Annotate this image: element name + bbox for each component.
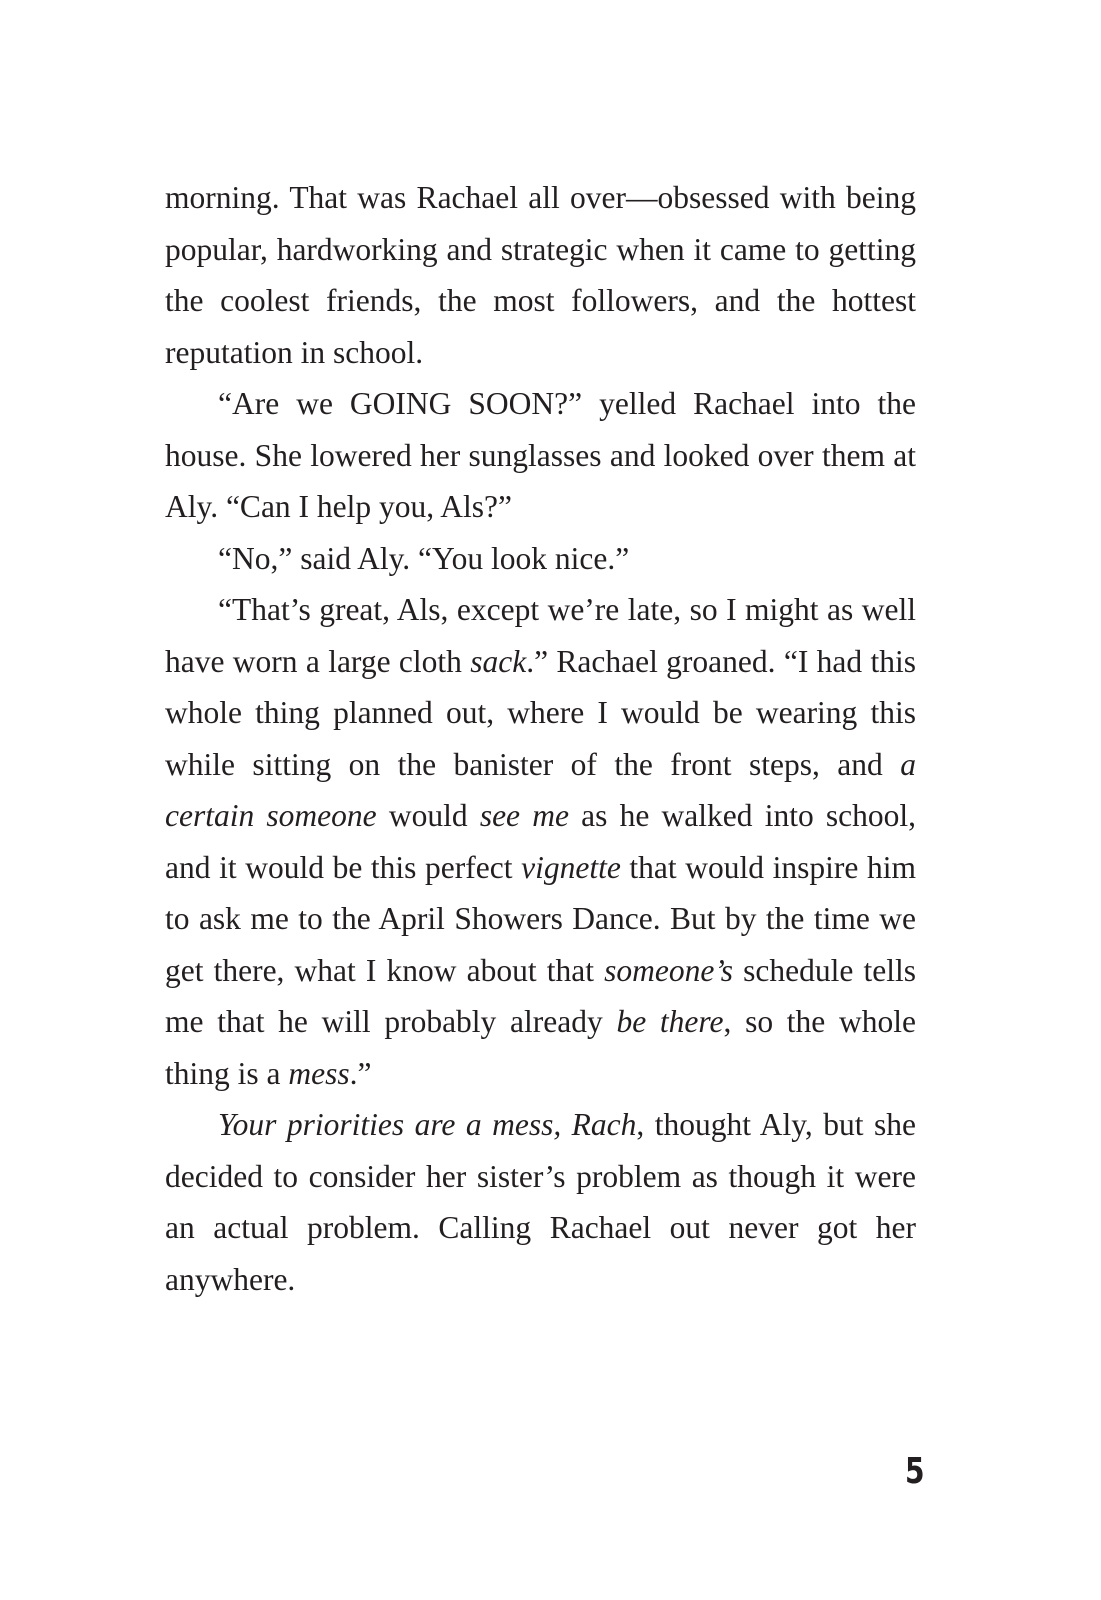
text-run: .” Rachael groaned. “I had this whole thing planned out, where I would be wearing this while sitting on the banister of the front steps, and xyxy=(165,643,916,782)
paragraph xyxy=(165,584,916,1099)
text-run: , so the whole thing is a xyxy=(165,1004,916,1091)
italic-text: a certain someone xyxy=(165,746,916,833)
italic-text: sack xyxy=(470,643,527,679)
italic-text: someone’s xyxy=(604,952,734,988)
page-number: 5 xyxy=(905,1451,925,1492)
italic-text: Your priorities are a mess, Rach xyxy=(218,1107,637,1142)
text-run: morning. That was Rachael all over—obsessed with being popular, hardworking and strategic when it came to getting the coolest friends, the most followers, and the hottest reputation in school. xyxy=(165,180,916,370)
text-run: “Are we GOING SOON?” yelled Rachael into the house. She lowered her sunglasses and looked over them at Aly. “Can I help you, Als?” xyxy=(165,386,916,524)
text-run: “That’s great, Als, except we’re late, so I might as well have worn a large cloth xyxy=(165,592,916,679)
paragraph xyxy=(165,172,916,378)
paragraph xyxy=(165,1099,916,1305)
text-run: that would inspire him to ask me to the April Showers Dance. But by the time we get there, what I know about that xyxy=(165,849,916,988)
italic-text: see me xyxy=(479,798,569,833)
body-text xyxy=(165,172,916,1305)
paragraph xyxy=(165,378,916,533)
paragraph xyxy=(165,533,916,585)
text-run: , thought Aly, but she decided to consider her sister’s problem as though it were an actual problem. Calling Rachael out never got her anywhere. xyxy=(165,1107,916,1297)
italic-text: mess xyxy=(288,1055,350,1091)
text-run: as he walked into school, and it would be this perfect xyxy=(165,798,917,885)
text-run: schedule tells me that he will probably already xyxy=(165,952,916,1039)
text-run: would xyxy=(376,798,480,833)
italic-text: vignette xyxy=(521,849,621,885)
italic-text: be there xyxy=(616,1004,724,1039)
text-run: “No,” said Aly. “You look nice.” xyxy=(218,540,630,576)
text-run: .” xyxy=(349,1055,372,1091)
